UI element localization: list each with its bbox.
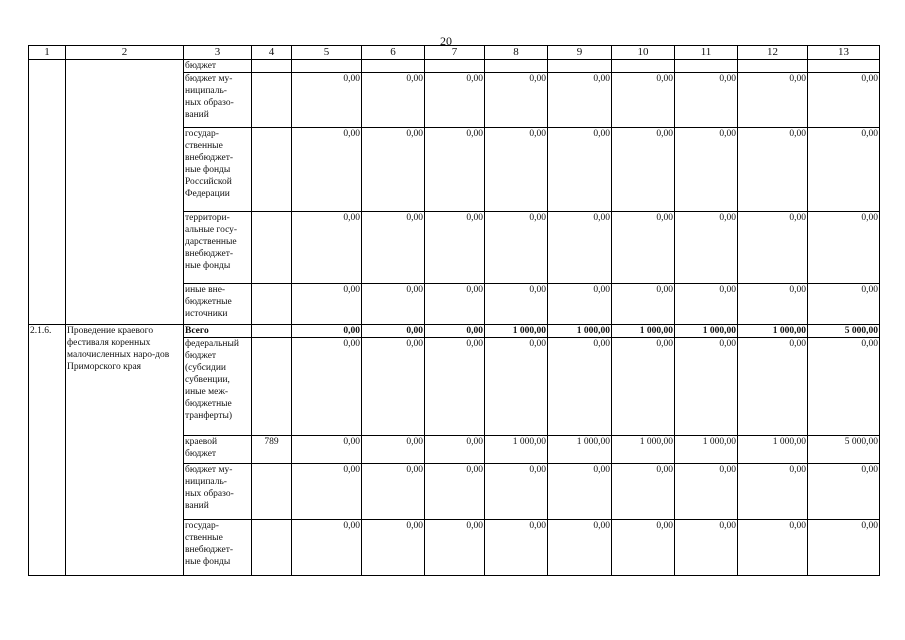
amount-cell: 0,00 — [425, 325, 485, 338]
amount-cell: 0,00 — [612, 338, 675, 436]
amount-cell: 0,00 — [292, 128, 362, 212]
amount-cell: 0,00 — [612, 520, 675, 576]
code-cell — [252, 338, 292, 436]
funding-source-cell: бюджет му- ниципаль- ных образо- ваний — [184, 464, 252, 520]
amount-cell: 0,00 — [738, 520, 808, 576]
amount-cell: 0,00 — [425, 520, 485, 576]
amount-cell: 0,00 — [425, 436, 485, 464]
amount-cell: 0,00 — [292, 325, 362, 338]
amount-cell: 0,00 — [362, 212, 425, 284]
amount-cell: 0,00 — [675, 128, 738, 212]
amount-cell — [548, 60, 612, 73]
column-header: 13 — [808, 46, 880, 60]
amount-cell: 0,00 — [548, 128, 612, 212]
amount-cell: 0,00 — [425, 338, 485, 436]
amount-cell: 0,00 — [425, 128, 485, 212]
amount-cell: 1 000,00 — [738, 436, 808, 464]
code-cell — [252, 464, 292, 520]
column-header: 3 — [184, 46, 252, 60]
amount-cell: 0,00 — [362, 520, 425, 576]
column-number-row — [29, 46, 880, 60]
funding-source-cell: государ- ственные внебюджет- ные фонды — [184, 520, 252, 576]
amount-cell: 0,00 — [292, 464, 362, 520]
code-cell — [252, 284, 292, 325]
amount-cell: 1 000,00 — [485, 325, 548, 338]
amount-cell: 0,00 — [362, 284, 425, 325]
amount-cell: 1 000,00 — [675, 325, 738, 338]
funding-source-cell: территори- альные госу- дарственные внебюджет- ные фонды — [184, 212, 252, 284]
amount-cell: 0,00 — [808, 464, 880, 520]
amount-cell: 0,00 — [425, 212, 485, 284]
amount-cell: 0,00 — [485, 212, 548, 284]
item-name-cell — [66, 60, 184, 325]
amount-cell: 0,00 — [612, 73, 675, 128]
column-header: 1 — [29, 46, 66, 60]
funding-source-cell: государ- ственные внебюджет- ные фонды Российской Федерации — [184, 128, 252, 212]
amount-cell: 0,00 — [485, 338, 548, 436]
amount-cell: 0,00 — [808, 73, 880, 128]
amount-cell: 0,00 — [808, 338, 880, 436]
amount-cell: 0,00 — [675, 73, 738, 128]
amount-cell: 0,00 — [485, 128, 548, 212]
code-cell — [252, 73, 292, 128]
amount-cell: 0,00 — [425, 73, 485, 128]
amount-cell — [675, 60, 738, 73]
amount-cell: 0,00 — [548, 284, 612, 325]
column-header: 5 — [292, 46, 362, 60]
column-header: 10 — [612, 46, 675, 60]
amount-cell — [808, 60, 880, 73]
amount-cell — [485, 60, 548, 73]
amount-cell: 0,00 — [362, 436, 425, 464]
amount-cell: 0,00 — [738, 464, 808, 520]
amount-cell: 0,00 — [808, 128, 880, 212]
amount-cell — [362, 60, 425, 73]
item-number-cell — [29, 60, 66, 325]
amount-cell: 0,00 — [548, 520, 612, 576]
amount-cell: 5 000,00 — [808, 325, 880, 338]
column-header: 4 — [252, 46, 292, 60]
column-header: 8 — [485, 46, 548, 60]
amount-cell: 0,00 — [292, 520, 362, 576]
amount-cell: 0,00 — [548, 338, 612, 436]
amount-cell: 0,00 — [675, 212, 738, 284]
amount-cell: 0,00 — [675, 338, 738, 436]
amount-cell: 0,00 — [675, 464, 738, 520]
amount-cell: 1 000,00 — [612, 436, 675, 464]
code-cell — [252, 60, 292, 73]
amount-cell: 0,00 — [292, 73, 362, 128]
amount-cell: 0,00 — [738, 284, 808, 325]
amount-cell: 0,00 — [292, 212, 362, 284]
amount-cell: 0,00 — [292, 284, 362, 325]
amount-cell: 1 000,00 — [675, 436, 738, 464]
column-header: 7 — [425, 46, 485, 60]
amount-cell: 1 000,00 — [738, 325, 808, 338]
amount-cell: 0,00 — [675, 520, 738, 576]
amount-cell: 0,00 — [485, 284, 548, 325]
code-cell — [252, 325, 292, 338]
code-cell — [252, 128, 292, 212]
column-header: 11 — [675, 46, 738, 60]
amount-cell: 1 000,00 — [485, 436, 548, 464]
amount-cell: 0,00 — [362, 128, 425, 212]
amount-cell: 0,00 — [292, 436, 362, 464]
funding-source-cell: бюджет му- ниципаль- ных образо- ваний — [184, 73, 252, 128]
amount-cell: 5 000,00 — [808, 436, 880, 464]
amount-cell: 1 000,00 — [612, 325, 675, 338]
amount-cell: 0,00 — [612, 212, 675, 284]
column-header: 2 — [66, 46, 184, 60]
amount-cell: 0,00 — [485, 73, 548, 128]
budget-table — [28, 45, 880, 576]
amount-cell: 0,00 — [362, 325, 425, 338]
column-header: 12 — [738, 46, 808, 60]
item-name-cell: Проведение краевого фестиваля коренных малочисленных наро-дов Приморского края — [66, 325, 184, 576]
funding-source-cell: бюджет — [184, 60, 252, 73]
amount-cell: 0,00 — [362, 338, 425, 436]
funding-source-cell: федеральный бюджет (субсидии субвенции, иные меж- бюджетные транферты) — [184, 338, 252, 436]
amount-cell: 0,00 — [425, 464, 485, 520]
amount-cell: 0,00 — [548, 212, 612, 284]
amount-cell: 0,00 — [612, 284, 675, 325]
table-row — [29, 60, 880, 73]
amount-cell: 0,00 — [738, 73, 808, 128]
amount-cell: 0,00 — [675, 284, 738, 325]
amount-cell: 0,00 — [612, 128, 675, 212]
column-header: 6 — [362, 46, 425, 60]
page-number: 20 — [440, 34, 452, 48]
amount-cell: 0,00 — [425, 284, 485, 325]
amount-cell: 1 000,00 — [548, 436, 612, 464]
amount-cell: 0,00 — [362, 73, 425, 128]
amount-cell: 0,00 — [485, 520, 548, 576]
amount-cell: 0,00 — [808, 212, 880, 284]
code-cell — [252, 520, 292, 576]
amount-cell: 0,00 — [362, 464, 425, 520]
amount-cell: 1 000,00 — [548, 325, 612, 338]
table-body — [29, 60, 880, 576]
table-row — [29, 325, 880, 338]
amount-cell: 0,00 — [808, 520, 880, 576]
amount-cell: 0,00 — [292, 338, 362, 436]
code-cell — [252, 212, 292, 284]
amount-cell — [612, 60, 675, 73]
amount-cell: 0,00 — [485, 464, 548, 520]
item-number-cell: 2.1.6. — [29, 325, 66, 576]
amount-cell: 0,00 — [738, 128, 808, 212]
amount-cell — [738, 60, 808, 73]
funding-source-cell: краевой бюджет — [184, 436, 252, 464]
code-cell: 789 — [252, 436, 292, 464]
amount-cell: 0,00 — [548, 464, 612, 520]
amount-cell: 0,00 — [808, 284, 880, 325]
amount-cell: 0,00 — [738, 338, 808, 436]
amount-cell — [425, 60, 485, 73]
amount-cell — [292, 60, 362, 73]
funding-source-cell: Всего — [184, 325, 252, 338]
amount-cell: 0,00 — [548, 73, 612, 128]
column-header: 9 — [548, 46, 612, 60]
amount-cell: 0,00 — [612, 464, 675, 520]
amount-cell: 0,00 — [738, 212, 808, 284]
funding-source-cell: иные вне- бюджетные источники — [184, 284, 252, 325]
